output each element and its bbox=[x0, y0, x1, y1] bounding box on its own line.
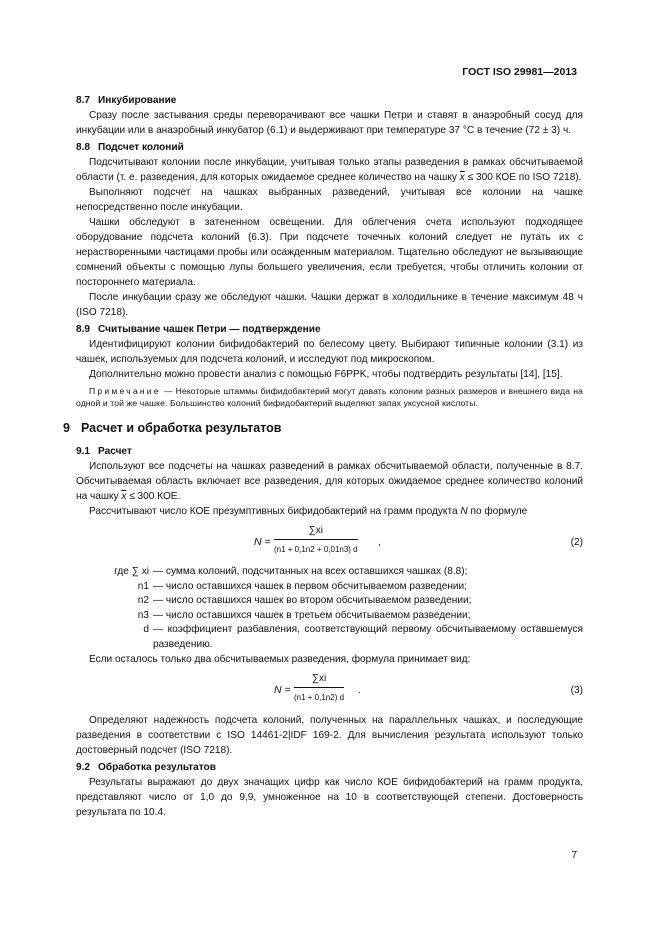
section-8-8-heading: 8.8 Подсчет колоний bbox=[76, 142, 184, 153]
standard-header: ГОСТ ISO 29981—2013 bbox=[462, 66, 577, 78]
where-row: n1 — число оставшихся чашек в первом обсчитываемом разведении; bbox=[137, 580, 467, 592]
formula-2 bbox=[76, 523, 583, 561]
section-9-1-heading: 9.1 Расчет bbox=[76, 446, 132, 457]
section-9-heading: 9 Расчет и обработка результатов bbox=[63, 421, 282, 435]
section-9-2-heading: 9.2 Обработка результатов bbox=[76, 762, 216, 773]
s89-paragraph-1: Идентифицируют колонии бифидобактерий по белесому цвету. Выбирают типичные колонии (3.1) из чашек, используемых для подсчета колоний, и исследуют под микроскопом. bbox=[76, 339, 583, 365]
section-8-7-heading: 8.7 Инкубирование bbox=[76, 95, 177, 106]
formula-3-fraction bbox=[294, 671, 344, 705]
formula-3-denominator: (n1 + 0,1n2) d bbox=[294, 693, 345, 702]
where-row: d — коэффициент разбавления, соответствующий первому обсчитываемому оставшемуся разведению. bbox=[143, 624, 583, 650]
where-row: где ∑ xi — сумма колоний, подсчитанных на всех оставшихся чашках (8.8); bbox=[114, 566, 468, 577]
formula-3 bbox=[76, 671, 583, 709]
formula-2-fraction bbox=[274, 523, 358, 557]
formula-2-tail: , bbox=[378, 537, 381, 548]
where-row: n2 — число оставшихся чашек во втором обсчитываемом разведении; bbox=[137, 595, 472, 606]
where-row: n3 — число оставшихся чашек в третьем обсчитываемом разведении; bbox=[137, 609, 471, 621]
formula-3-tail: . bbox=[358, 685, 361, 696]
s88-paragraph-1: Подсчитывают колонии после инкубации, учитывая только этапы разведения в рамках обсчитываемой области (т. е. разведения, для которых ожидаемое среднее количество на чашку $\overline{x} \le 300$ КОЕ по ISO 7218). bbox=[76, 157, 583, 183]
s91-paragraph-1: Используют все подсчеты на чашках разведений в рамках обсчитываемой области, полученные в 8.7. Обсчитываемая область включает все разведения, для которых ожидаемое среднее количество колоний на чашку $\overline{x} \le 300$ КОЕ. bbox=[76, 461, 583, 502]
document-body bbox=[63, 93, 583, 820]
formula-3-label: (3) bbox=[570, 685, 583, 696]
where-list bbox=[63, 565, 583, 652]
s89-note: Примечание — Некоторые штаммы бифидобактерий могут давать колонии разных размеров и внешнего вида на одной и той же чашке. Большинство колоний бифидобактерий выделяют запах уксусной кислоты. bbox=[76, 386, 583, 408]
formula-2-numerator: ∑xi bbox=[274, 523, 358, 540]
s88-paragraph-3: Чашки обследуют в затененном освещении. Для облегчения счета используют подходящее оборудование подсчета колоний (6.3). При подсчете точечных колоний следует не путать их с нерастворенными частицами пробы или осажденным материалом. Тщательно обследуют не вызывающие сомнений объекты с помощью лупы большего увеличения, если требуется, чтобы отличить колонии от постороннего материала. bbox=[76, 217, 583, 288]
section-8-9-heading: 8.9 Считывание чашек Петри — подтверждение bbox=[76, 324, 321, 335]
s88-paragraph-2: Выполняют подсчет на чашках выбранных разведений, учитывая все колонии на чашке непосредственно после инкубации. bbox=[76, 187, 583, 213]
s91-paragraph-4: Определяют надежность подсчета колоний, полученных на параллельных чашках, и последующие разведения в соответствии с ISO 14461-2|IDF 169-2. Для вычисления результата используют только достоверный подсчет (ISO 7218). bbox=[76, 715, 583, 756]
s88-paragraph-4: После инкубации сразу же обследуют чашки. Чашки держат в холодильнике в течение максимум 48 ч (ISO 7218). bbox=[76, 292, 583, 318]
formula-2-denominator: (n1 + 0,1n2 + 0,01n3) d bbox=[274, 545, 358, 554]
formula-2-lhs: N = bbox=[254, 536, 271, 548]
page-number: 7 bbox=[571, 850, 577, 861]
formula-2-label: (2) bbox=[570, 537, 583, 548]
formula-3-numerator: ∑xi bbox=[294, 671, 344, 688]
s92-paragraph: Результаты выражают до двух значащих цифр как число КОЕ бифидобактерий на грамм продукта, представляют число от 1,0 до 9,9, умноженное на 10 в соответствующей степени. Достоверность результата по 10.4. bbox=[76, 777, 583, 818]
s91-paragraph-2: Рассчитывают число КОЕ презумптивных бифидобактерий на грамм продукта N по формуле bbox=[89, 506, 528, 517]
s91-paragraph-3: Если осталось только два обсчитываемых разведения, формула принимает вид: bbox=[89, 654, 471, 665]
formula-3-lhs: N = bbox=[274, 684, 291, 696]
s89-paragraph-2: Дополнительно можно провести анализ с помощью F6PPK, чтобы подтвердить результаты [14], [15]. bbox=[89, 369, 563, 380]
s87-paragraph: Сразу после застывания среды переворачивают все чашки Петри и ставят в анаэробный сосуд для инкубации или в анаэробный инкубатор (6.1) и выдерживают при температуре 37 °С в течение (72 ± 3) ч. bbox=[76, 110, 583, 136]
